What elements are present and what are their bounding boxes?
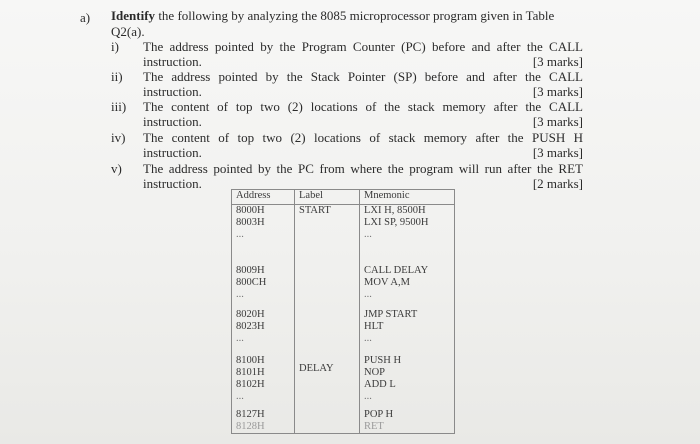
question-part-label: a) <box>80 10 91 25</box>
item-text-cont: instruction. <box>143 114 202 129</box>
mnemonic-cell: HLT <box>364 321 384 332</box>
ellipsis: ... <box>364 289 372 300</box>
header-mnemonic: Mnemonic <box>360 190 455 205</box>
mnemonic-column <box>360 205 455 434</box>
heading-bold-word: Identify <box>111 8 156 23</box>
table-header-row <box>232 190 455 205</box>
mnemonic-cell: NOP <box>364 367 386 378</box>
heading-table-ref: Q2(a). <box>111 24 145 39</box>
item-marks: [3 marks] <box>532 84 583 99</box>
item-number: v) <box>111 161 122 176</box>
program-table <box>231 189 455 434</box>
item-marks: [3 marks] <box>532 54 583 69</box>
item-text: The content of top two (2) locations of stack memory after the PUSH H <box>143 130 583 145</box>
address-cell: 8102H <box>236 379 265 390</box>
mnemonic-cell: JMP START <box>364 309 418 320</box>
mnemonic-cell: POP H <box>364 409 394 420</box>
item-text-cont: instruction. <box>143 54 202 69</box>
mnemonic-cell: CALL DELAY <box>364 265 429 276</box>
ellipsis: ... <box>236 391 244 402</box>
address-cell: 800CH <box>236 277 267 288</box>
label-cell: START <box>299 205 331 216</box>
address-cell: 8023H <box>236 321 265 332</box>
address-cell: 8127H <box>236 409 265 420</box>
question-heading <box>111 8 581 40</box>
address-cell: 8009H <box>236 265 265 276</box>
item-text-cont: instruction. <box>143 176 202 191</box>
mnemonic-cell: RET <box>364 421 384 432</box>
mnemonic-cell: ADD L <box>364 379 396 390</box>
item-text: The content of top two (2) locations of the stack memory after the CALL <box>143 99 583 114</box>
heading-text: the following by analyzing the 8085 microprocessor program given in Table <box>155 8 555 23</box>
ellipsis: ... <box>236 229 244 240</box>
mnemonic-cell: LXI H, 8500H <box>364 205 426 216</box>
address-cell: 8100H <box>236 355 265 366</box>
mnemonic-cell: MOV A,M <box>364 277 410 288</box>
item-marks: [2 marks] <box>532 176 583 191</box>
address-cell: 8003H <box>236 217 265 228</box>
address-cell: 8101H <box>236 367 265 378</box>
mnemonic-cell: LXI SP, 9500H <box>364 217 429 228</box>
item-text: The address pointed by the Stack Pointer (SP) before and after the CALL <box>143 69 583 84</box>
item-text-cont: instruction. <box>143 84 202 99</box>
header-label: Label <box>295 190 360 205</box>
address-column <box>232 205 295 434</box>
mnemonic-cell: PUSH H <box>364 355 402 366</box>
label-cell: DELAY <box>299 363 334 374</box>
item-number: ii) <box>111 69 123 84</box>
table-body-row <box>232 205 455 434</box>
address-cell: 8020H <box>236 309 265 320</box>
item-marks: [3 marks] <box>532 114 583 129</box>
address-cell: 8128H <box>236 421 265 432</box>
item-marks: [3 marks] <box>532 145 583 160</box>
ellipsis: ... <box>236 289 244 300</box>
item-text-cont: instruction. <box>143 145 202 160</box>
item-number: i) <box>111 39 119 54</box>
ellipsis: ... <box>364 333 372 344</box>
ellipsis: ... <box>236 333 244 344</box>
item-number: iii) <box>111 99 127 114</box>
label-column <box>295 205 360 434</box>
item-text: The address pointed by the Program Counter (PC) before and after the CALL <box>143 39 583 54</box>
address-cell: 8000H <box>236 205 265 216</box>
ellipsis: ... <box>364 391 372 402</box>
ellipsis: ... <box>364 229 372 240</box>
item-text: The address pointed by the PC from where the program will run after the RET <box>143 161 583 176</box>
item-number: iv) <box>111 130 126 145</box>
header-address: Address <box>232 190 295 205</box>
